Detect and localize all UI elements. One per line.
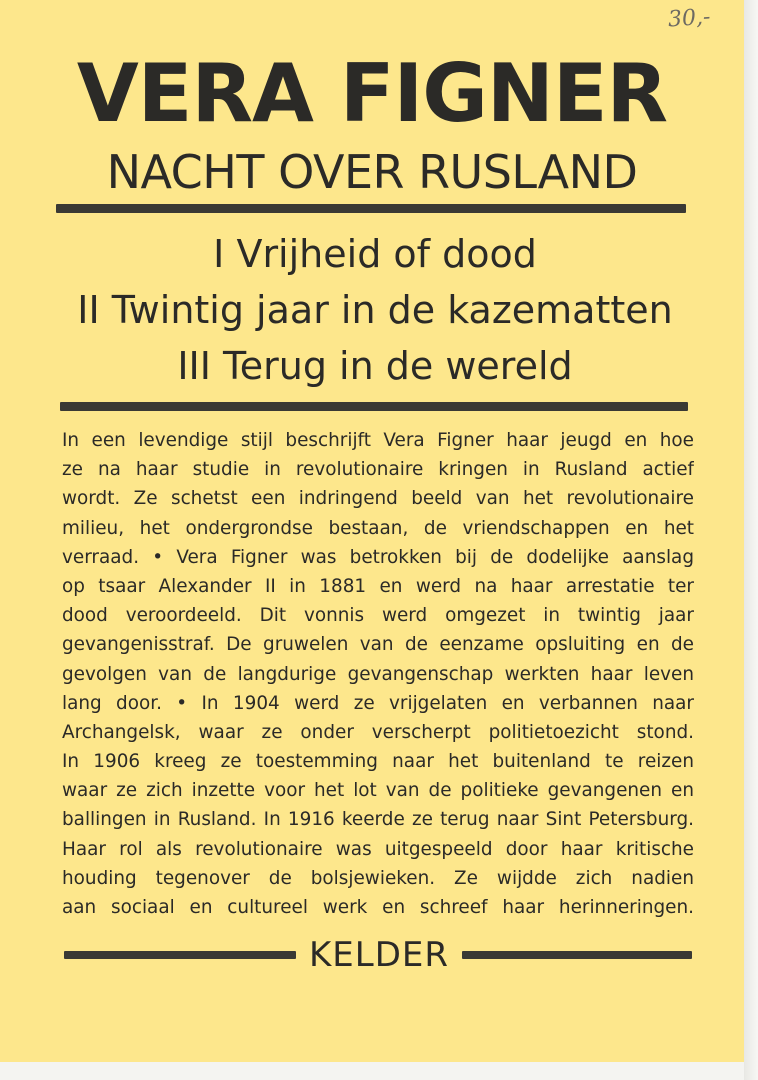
blurb-line: dood veroordeeld. Dit vonnis werd omgezet in twintig jaar bbox=[62, 605, 694, 627]
page-edge-right bbox=[744, 0, 758, 1080]
top-rule bbox=[56, 204, 686, 213]
blurb-line: ballingen in Rusland. In 1916 keerde ze terug naar Sint Petersburg. bbox=[62, 809, 694, 831]
blurb-line: wordt. Ze schetst een indringend beeld van het revolutionaire bbox=[62, 488, 694, 510]
author-name: VERA FIGNER bbox=[76, 47, 668, 140]
blurb-line: waar ze zich inzette voor het lot van de politieke gevangenen en bbox=[62, 780, 694, 802]
blurb-line: In een levendige stijl beschrijft Vera Figner haar jeugd en hoe bbox=[62, 430, 694, 451]
publisher-name: KELDER bbox=[308, 935, 449, 975]
blurb-line: aan sociaal en cultureel werk en schreef haar herinneringen. bbox=[62, 897, 694, 918]
volume-title-1: I Vrijheid of dood bbox=[213, 232, 537, 276]
blurb-line: In 1906 kreeg ze toestemming naar het buitenland te reizen bbox=[62, 751, 694, 773]
blurb-line: Haar rol als revolutionaire was uitgespeeld door haar kritische bbox=[62, 838, 694, 860]
blurb-line: ze na haar studie in revolutionaire kringen in Rusland actief bbox=[62, 459, 694, 481]
blurb-line: op tsaar Alexander II in 1881 en werd na haar arrestatie ter bbox=[62, 575, 694, 597]
blurb-line: gevolgen van de langdurige gevangenschap werkten haar leven bbox=[62, 663, 694, 685]
blurb-line: lang door. • In 1904 werd ze vrijgelaten en verbannen naar bbox=[62, 692, 694, 714]
blurb-line: gevangenisstraf. De gruwelen van de eenzame opsluiting en de bbox=[62, 634, 694, 656]
blurb-line: Archangelsk, waar ze onder verscherpt politietoezicht stond. bbox=[62, 721, 694, 743]
publisher-rule-left bbox=[64, 951, 296, 959]
publisher-rule-right bbox=[462, 951, 692, 959]
blurb-line: milieu, het ondergrondse bestaan, de vriendschappen en het bbox=[62, 517, 694, 539]
middle-rule bbox=[60, 402, 688, 411]
page-edge-bottom bbox=[0, 1062, 744, 1080]
blurb-text bbox=[62, 426, 694, 922]
volume-title-3: III Terug in de wereld bbox=[177, 344, 573, 388]
pencil-price-mark: 30,- bbox=[667, 4, 712, 33]
blurb-line: verraad. • Vera Figner was betrokken bij de dodelijke aanslag bbox=[62, 546, 694, 568]
series-title: NACHT OVER RUSLAND bbox=[106, 145, 638, 199]
volume-title-2: II Twintig jaar in de kazematten bbox=[77, 288, 673, 332]
blurb-line: houding tegenover de bolsjewieken. Ze wijdde zich nadien bbox=[62, 867, 694, 889]
